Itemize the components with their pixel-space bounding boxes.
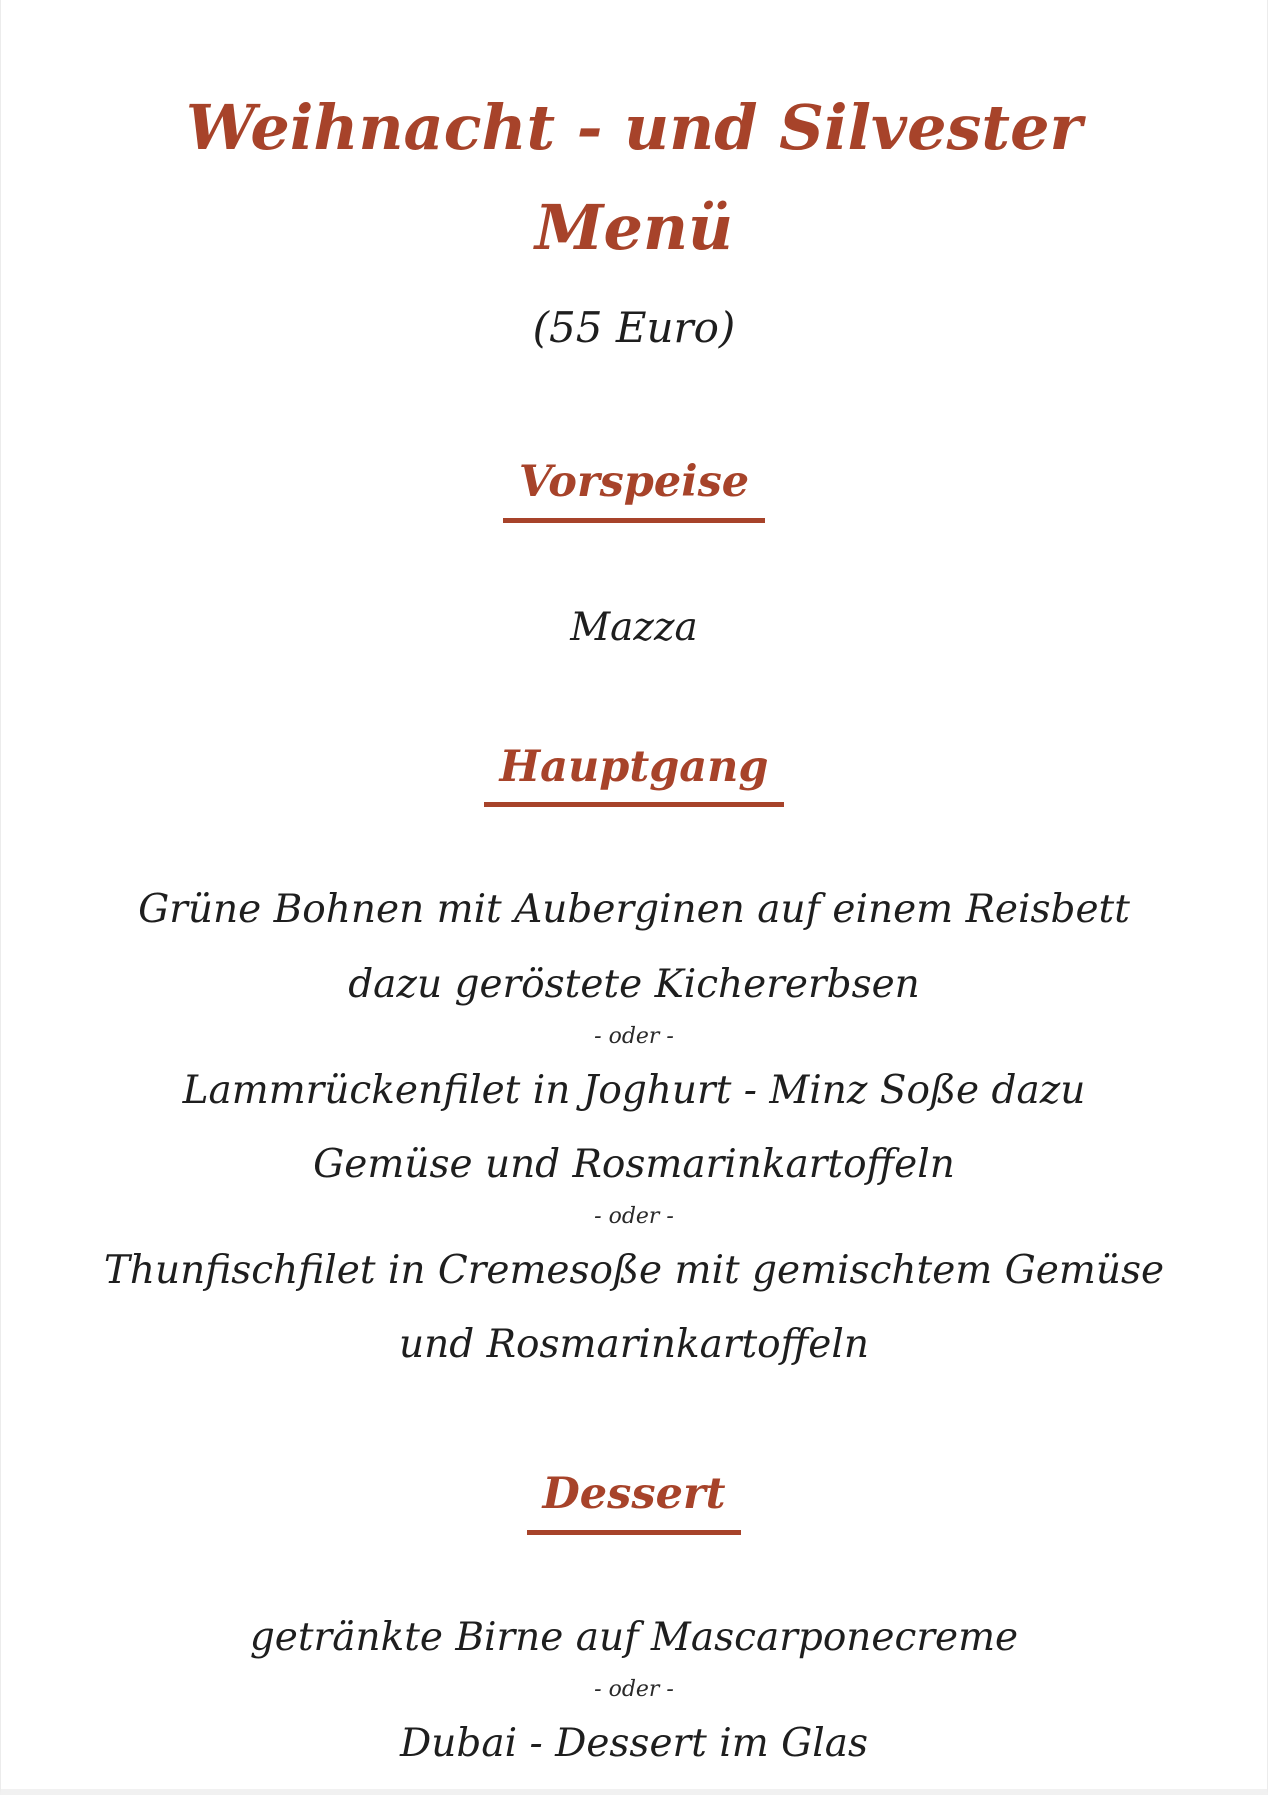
section-hauptgang — [1, 741, 1267, 1382]
dish-line: Thunfischfilet in Cremesoße mit gemischtem Gemüse — [103, 1247, 1165, 1293]
oder-separator: - oder - — [594, 1676, 674, 1702]
menu-title-line2: Menü — [534, 191, 734, 265]
menu-title-line1: Weihnacht - und Silvester — [185, 91, 1083, 164]
section-heading-hauptgang — [1, 741, 1267, 808]
dish-getraenkte-birne — [1, 1601, 1267, 1675]
section-heading-text: Vorspeise — [503, 456, 765, 523]
section-heading-dessert — [1, 1468, 1267, 1535]
dish-line: Mazza — [570, 604, 698, 650]
section-dessert — [1, 1468, 1267, 1781]
dish-line: getränkte Birne auf Mascarponecreme — [249, 1614, 1019, 1660]
dish-line: dazu geröstete Kichererbsen — [348, 961, 920, 1007]
menu-title — [1, 0, 1267, 279]
dish-line: und Rosmarinkartoffeln — [399, 1321, 869, 1367]
dish-line: Grüne Bohnen mit Auberginen auf einem Reisbett — [138, 887, 1130, 933]
dish-mazza — [1, 591, 1267, 665]
dish-thunfischfilet — [1, 1234, 1267, 1382]
dish-gruene-bohnen — [1, 873, 1267, 1021]
dish-line: Lammrückenfilet in Joghurt - Minz Soße dazu — [182, 1067, 1086, 1113]
dish-line: Dubai - Dessert im Glas — [400, 1720, 868, 1766]
section-heading-text: Dessert — [527, 1468, 742, 1535]
menu-price: (55 Euro) — [532, 302, 736, 352]
dish-line: Gemüse und Rosmarinkartoffeln — [313, 1141, 955, 1187]
section-heading-vorspeise — [1, 456, 1267, 523]
section-heading-text: Hauptgang — [484, 741, 785, 808]
dish-lammrueckenfilet — [1, 1054, 1267, 1202]
oder-separator: - oder - — [594, 1023, 674, 1049]
dish-dubai-dessert — [1, 1707, 1267, 1781]
oder-separator: - oder - — [594, 1203, 674, 1229]
section-vorspeise — [1, 456, 1267, 665]
